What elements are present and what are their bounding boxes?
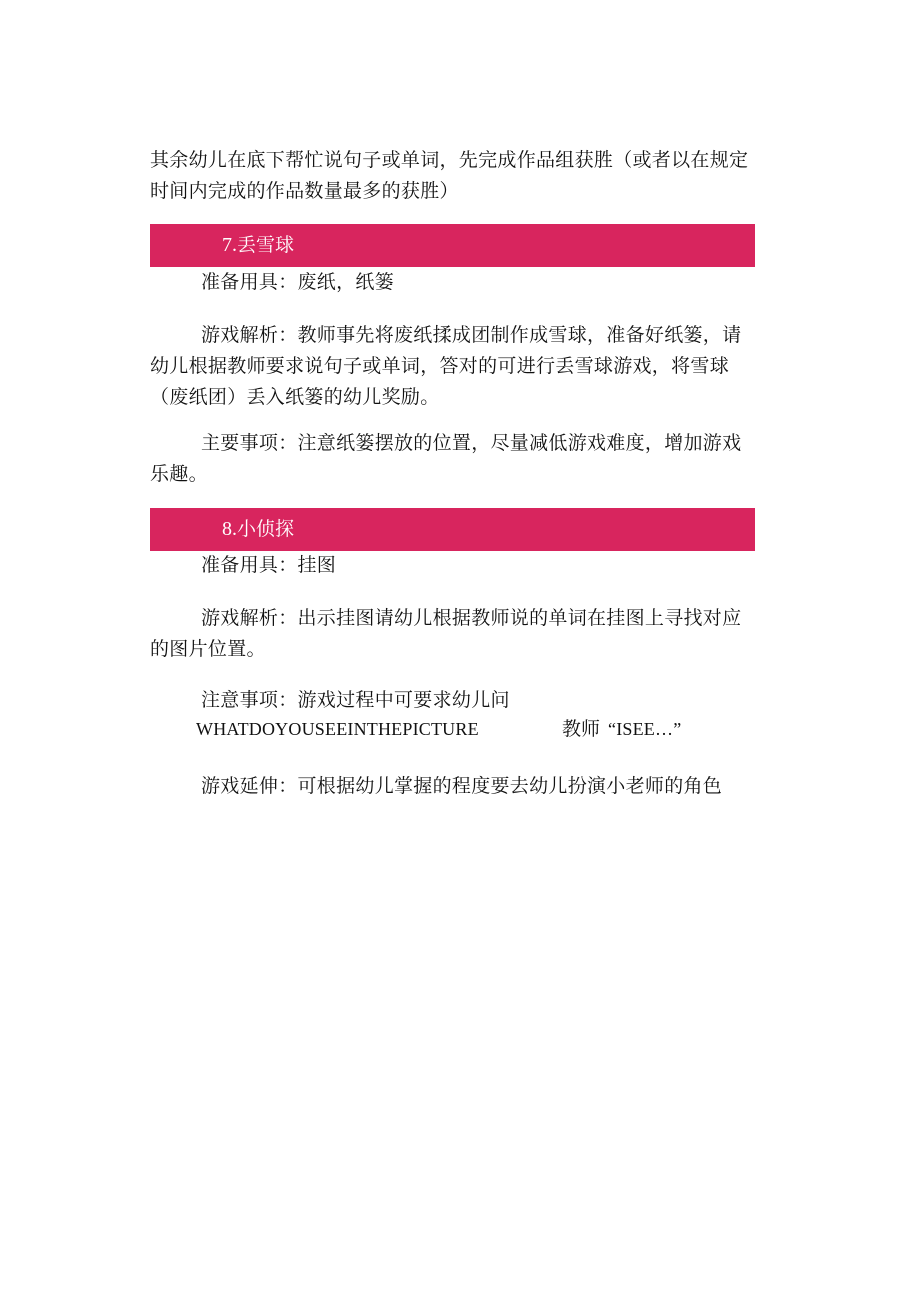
game-notes: 注意事项：游戏过程中可要求幼儿问 (201, 689, 510, 711)
game-extension: 游戏延伸：可根据幼儿掌握的程度要去幼儿扮演小老师的角色 (201, 775, 723, 797)
game-analysis: 游戏解析：出示挂图请幼儿根据教师说的单词在挂图上寻找对应的图片位置。 (150, 607, 742, 660)
teacher-quote: “ISEE…” (608, 719, 682, 739)
english-question: WHATDOYOUSEEINTHEPICTURE (196, 719, 479, 739)
section-header-snowball (150, 224, 755, 267)
notes-teacher-line (562, 714, 681, 745)
game-analysis: 游戏解析：教师事先将废纸揉成团制作成雪球，准备好纸篓，请幼儿根据教师要求说句子或单词，答对的可进行丢雪球游戏，将雪球（废纸团）丢入纸篓的幼儿奖励。 (150, 324, 742, 408)
notes-english-line (196, 714, 479, 745)
section-header-detective (150, 508, 755, 551)
section-title (222, 232, 294, 259)
prep-materials: 准备用具：挂图 (201, 554, 337, 576)
section-number: 8. (222, 518, 237, 540)
section-title (222, 516, 294, 543)
intro-paragraph: 其余幼儿在底下帮忙说句子或单词，先完成作品组获胜（或者以在规定时间内完成的作品数量最多的获胜） (150, 149, 749, 202)
section-title-text: 小侦探 (237, 518, 295, 540)
teacher-label: 教师 (562, 718, 601, 740)
section-number: 7. (222, 234, 237, 256)
prep-materials: 准备用具：废纸，纸篓 (201, 271, 395, 293)
section-title-text: 丢雪球 (237, 234, 295, 256)
game-notes: 主要事项：注意纸篓摆放的位置，尽量减低游戏难度，增加游戏乐趣。 (150, 432, 742, 485)
